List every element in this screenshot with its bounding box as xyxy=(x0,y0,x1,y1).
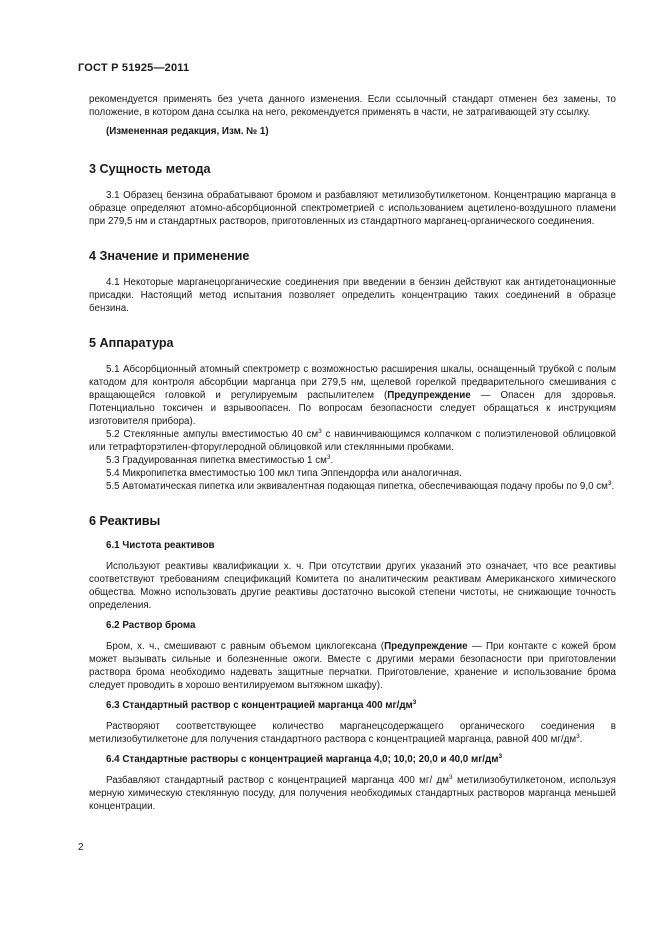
section-6-3-paragraph: Растворяют соответствующее количество марганецсодержащего органического соединения в метилизобутилкетоне для получения стандартного раствора с концентрацией марганца, равной 400 $мг/дм^3$. xyxy=(89,721,616,745)
section-5-4-paragraph: 5.4 Микропипетка вместимостью 100 мкл типа Эппендорфа или аналогичная. xyxy=(106,468,462,479)
section-5-3-paragraph: 5.3 Градуированная пипетка вместимостью 1 $см^3$. xyxy=(106,454,334,466)
document-header: ГОСТ Р 51925—2011 xyxy=(78,62,190,74)
section-3-1-paragraph: 3.1 Образец бензина обрабатывают бромом и разбавляют метилизобутилкетоном. Концентрацию марганца в образце определяют атомно-абсорбционной спектрометрией с использованием ацетилено-воздушного пламени при 279,5 нм и стандартных растворов, приготовленных из стандартного марганец-органического соединения. xyxy=(89,190,616,227)
section-6-4-title: 6.4 Стандартные растворы с концентрацией марганца 4,0; 10,0; 20,0 и 40,0 $мг/дм^3$ xyxy=(106,753,503,765)
section-6-2-title: 6.2 Раствор брома xyxy=(106,620,196,631)
section-5-title: 5 Аппаратура xyxy=(89,336,174,350)
warning-label: Предупреждение xyxy=(384,641,468,652)
intro-paragraph: рекомендуется применять без учета данного изменения. Если ссылочный стандарт отменен без замены, то положение, в котором дана ссылка на него, рекомендуется применять в части, не затрагивающей эту ссылку. xyxy=(89,94,616,118)
document-body xyxy=(89,93,616,813)
section-6-1-paragraph: Используют реактивы квалификации х. ч. При отсутствии других указаний это означает, что все реактивы соответствуют требованиям спецификаций Комитета по аналитическим реактивам Американского химического общества. Можно использовать другие реактивы достаточно высокой степени чистоты, не снижающие точность определения. xyxy=(89,561,616,611)
section-6-title: 6 Реактивы xyxy=(89,514,161,528)
section-4-title: 4 Значение и применение xyxy=(89,249,250,263)
section-6-2-paragraph: Бром, х. ч., смешивают с равным объемом циклогексана (Предупреждение — При контакте с кожей бром может вызывать сильные и болезненные ожоги. Вместе с другими мерами безопасности при приготовлении раствора брома необходимо надевать защитные перчатки. Приготовление, хранение и использование брома следует проводить в хорошо вентилируемом вытяжном шкафу). xyxy=(89,641,616,691)
section-6-1-title: 6.1 Чистота реактивов xyxy=(106,540,215,551)
warning-label: Предупреждение xyxy=(387,390,471,401)
section-3-title: 3 Сущность метода xyxy=(89,162,211,176)
section-4-1-paragraph: 4.1 Некоторые марганецорганические соединения при введении в бензин действуют как антидетонационные присадки. Настоящий метод испытания позволяет определить концентрацию таких соединений в образце бензина. xyxy=(89,277,616,314)
amendment-note: (Измененная редакция, Изм. № 1) xyxy=(106,126,269,137)
section-5-1-paragraph: 5.1 Абсорбционный атомный спектрометр с возможностью расширения шкалы, оснащенный трубкой с полым катодом для контроля абсорбции марганца при 279,5 нм, щелевой горелкой предварительного смешивания с вращающейся головкой и регулируемым распылителем (Предупреждение — Опасен для здоровья. Потенциально токсичен и взрывоопасен. По вопросам безопасности следует обращаться к инструкциям изготовителя прибора). xyxy=(89,364,616,427)
section-6-4-paragraph: Разбавляют стандартный раствор с концентрацией марганца 400 мг/ $дм^3$ метилизобутилкетоном, используя мерную химическую стеклянную посуду, для получения необходимых стандартных растворов марганца меньшей концентрации. xyxy=(89,774,616,812)
section-6-3-title: 6.3 Стандартный раствор с концентрацией марганца 400 $мг/дм^3$ xyxy=(106,699,417,711)
section-5-2-paragraph: 5.2 Стеклянные ампулы вместимостью 40 $см^3$ с навинчивающимся колпачком с полиэтиленовой облицовкой или тетрафторэтилен-фторуглеродной облицовкой или стеклянными пробками. xyxy=(89,428,616,453)
page-number: 2 xyxy=(78,842,84,853)
section-5-5-paragraph: 5.5 Автоматическая пипетка или эквивалентная подающая пипетка, обеспечивающая подачу пробы по 9,0 $см^3$. xyxy=(106,480,615,492)
